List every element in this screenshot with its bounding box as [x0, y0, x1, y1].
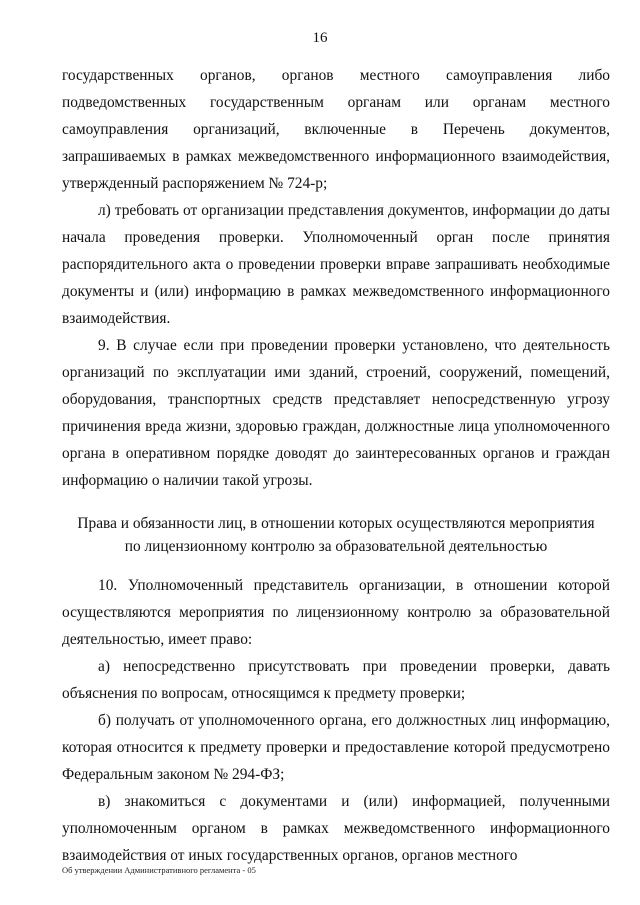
paragraph-9: 9. В случае если при проведении проверки установлено, что деятельность организаций по эксплуатации ими зданий, строений, сооружений, помещений, оборудования, транспортных средств представляет непосредственную угрозу причинения вреда жизни, здоровью граждан, должностные лица уполномоченного органа в оперативном порядке доводят до заинтересованных органов и граждан информацию о наличии такой угрозы. [62, 337, 610, 489]
document-body [62, 62, 610, 869]
paragraph-item-v: в) знакомиться с документами и (или) информацией, полученными уполномоченным органом в рамках межведомственного информационного взаимодействия от иных государственных органов, органов местного [62, 793, 610, 864]
page-number: 16 [312, 30, 328, 46]
section-heading-line-2: по лицензионному контролю за образовательной деятельностью [124, 538, 548, 555]
paragraph-10: 10. Уполномоченный представитель организации, в отношении которой осуществляются мероприятия по лицензионному контролю за образовательной деятельностью, имеет право: [62, 577, 610, 648]
paragraph-item-b: б) получать от уполномоченного органа, его должностных лиц информацию, которая относится к предмету проверки и предоставление которой предусмотрено Федеральным законом № 294-ФЗ; [62, 712, 610, 783]
document-footer: Об утверждении Административного регламента - 05 [62, 865, 256, 875]
section-heading-line-1: Права и обязанности лиц, в отношении которых осуществляются мероприятия [77, 515, 595, 532]
section-heading [62, 512, 610, 558]
paragraph-item-a: а) непосредственно присутствовать при проведении проверки, давать объяснения по вопросам, относящимся к предмету проверки; [62, 658, 610, 702]
paragraph-continuation: государственных органов, органов местного самоуправления либо подведомственных государственным органам или органам местного самоуправления организаций, включенные в Перечень документов, запрашиваемых в рамках межведомственного информационного взаимодействия, утвержденный распоряжением № 724-р; [62, 67, 610, 192]
paragraph-item-l: л) требовать от организации представления документов, информации до даты начала проведения проверки. Уполномоченный орган после принятия распорядительного акта о проведении проверки вправе запрашивать необходимые документы и (или) информацию в рамках межведомственного информационного взаимодействия. [62, 202, 610, 327]
